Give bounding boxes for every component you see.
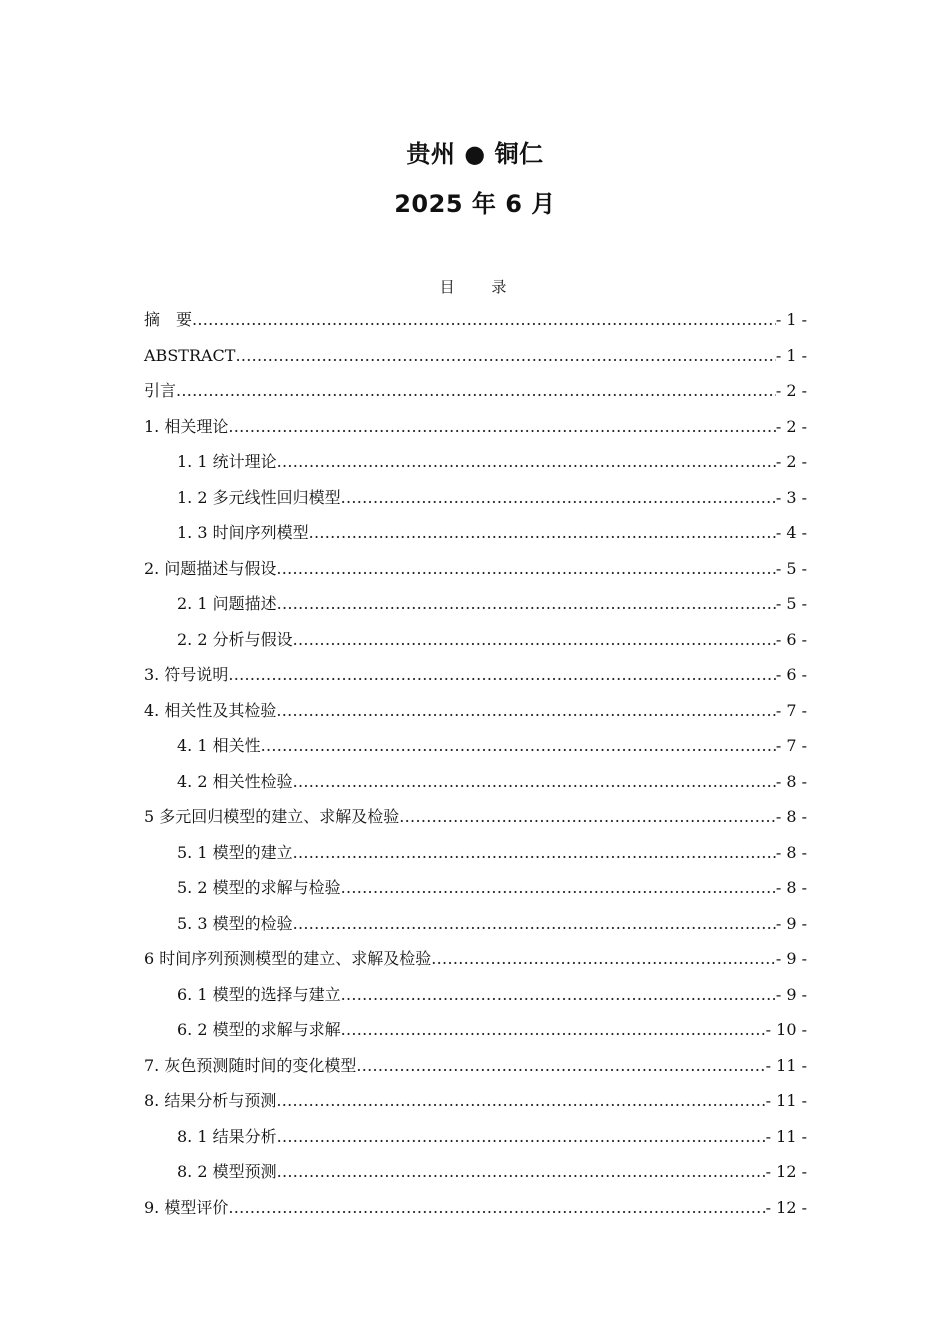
toc-entry-page-number: - 12 - [765,1197,807,1217]
toc-entry-label: 9. 模型评价 [144,1197,229,1217]
toc-entry-page-number: - 6 - [775,629,807,649]
toc-entry-label: 1. 1 统计理论 [177,452,277,471]
toc-entry[interactable] [144,338,807,374]
toc-leader-dots [276,693,775,729]
toc-entry-label: 7. 灰色预测随时间的变化模型 [144,1055,357,1075]
toc-entry[interactable] [144,551,807,587]
toc-entry-page-number: - 10 - [765,1020,807,1039]
toc-entry-page-number: - 9 - [775,984,807,1004]
toc-entry-page-number: - 3 - [775,487,807,507]
toc-entry-label: 2. 1 问题描述 [177,594,277,613]
toc-leader-dots [356,1048,765,1084]
toc-leader-dots [293,764,776,800]
toc-leader-dots [276,1083,765,1119]
toc-entry-label: 5 多元回归模型的建立、求解及检验 [144,807,400,826]
toc-entry[interactable] [144,728,807,764]
toc-entry[interactable] [144,799,807,835]
header-date: 2025 年 6 月 [394,190,556,218]
toc-entry-page-number: - 11 - [765,1091,807,1110]
toc-leader-dots [228,409,775,445]
toc-entry[interactable] [144,693,807,729]
toc-entry-label: 4. 2 相关性检验 [177,771,293,791]
toc-leader-dots [341,1012,766,1048]
toc-entry-label: 4. 1 相关性 [177,736,261,755]
toc-entry-label: 8. 2 模型预测 [177,1162,277,1181]
toc-entry-page-number: - 2 - [775,416,807,436]
toc-leader-dots [277,1154,766,1190]
toc-entry-label: 5. 1 模型的建立 [177,842,293,862]
toc-entry-page-number: - 1 - [775,310,807,329]
toc-entry[interactable] [144,480,807,516]
toc-leader-dots [235,338,775,374]
toc-entry-page-number: - 8 - [775,807,807,826]
toc-leader-dots [293,622,776,658]
toc-entry[interactable] [144,409,807,445]
toc-entry-label: 8. 1 结果分析 [177,1126,277,1146]
toc-entry-label: 8. 结果分析与预测 [144,1091,277,1110]
toc-entry[interactable] [144,1154,807,1190]
toc-entry-page-number: - 4 - [775,523,807,542]
toc-entry-label: 引言 [144,381,177,400]
toc-entry-label: ABSTRACT [144,345,236,365]
toc-entry-page-number: - 5 - [775,558,807,578]
toc-entry-label: 3. 符号说明 [144,665,229,684]
toc-entry[interactable] [144,906,807,942]
toc-entry-label: 摘 要 [144,310,193,329]
toc-leader-dots [341,977,776,1013]
toc-leader-dots [277,586,776,622]
toc-entry[interactable] [144,373,807,409]
toc-entry[interactable] [144,941,807,977]
toc-entry-page-number: - 7 - [775,736,807,755]
toc-entry-page-number: - 8 - [775,842,807,862]
toc-entry[interactable] [144,622,807,658]
toc-entry[interactable] [144,444,807,480]
toc-entry[interactable] [144,1190,807,1226]
toc-leader-dots [261,728,776,764]
toc-entry[interactable] [144,1048,807,1084]
toc-leader-dots [192,302,776,338]
toc-entry[interactable] [144,870,807,906]
toc-leader-dots [228,657,775,693]
toc-entry-page-number: - 12 - [765,1162,807,1181]
toc-leader-dots [293,906,776,942]
toc-entry-page-number: - 2 - [775,381,807,400]
toc-leader-dots [276,551,775,587]
toc-entry-page-number: - 7 - [775,700,807,720]
toc-leader-dots [293,835,776,871]
toc-entry-page-number: - 6 - [775,665,807,684]
toc-entry-label: 6. 2 模型的求解与求解 [177,1020,341,1039]
toc-entry[interactable] [144,1119,807,1155]
toc-entry[interactable] [144,302,807,338]
toc-entry-label: 6 时间序列预测模型的建立、求解及检验 [144,949,432,968]
toc-entry-label: 6. 1 模型的选择与建立 [177,984,341,1004]
toc-entry-label: 5. 3 模型的检验 [177,913,293,933]
toc-entry-page-number: - 5 - [775,594,807,613]
toc-entry-label: 1. 相关理论 [144,416,229,436]
toc-entry-page-number: - 11 - [765,1126,807,1146]
toc-leader-dots [341,870,776,906]
header-place: 贵州 ● 铜仁 [406,140,544,168]
toc-entry[interactable] [144,657,807,693]
toc-leader-dots [176,373,776,409]
toc-entry[interactable] [144,1012,807,1048]
toc-leader-dots [431,941,776,977]
toc-entry-label: 1. 2 多元线性回归模型 [177,487,341,507]
toc-leader-dots [277,1119,766,1155]
toc-entry[interactable] [144,515,807,551]
toc-entry[interactable] [144,977,807,1013]
toc-entry[interactable] [144,764,807,800]
toc-entry-page-number: - 2 - [775,452,807,471]
toc-leader-dots [228,1190,765,1226]
toc-entry-page-number: - 11 - [765,1055,807,1075]
toc-leader-dots [309,515,776,551]
toc-entry-page-number: - 9 - [775,949,807,968]
toc-entry-page-number: - 8 - [775,878,807,897]
toc-entry-page-number: - 1 - [775,345,807,365]
toc-entry-page-number: - 9 - [775,913,807,933]
toc-leader-dots [277,444,776,480]
toc-leader-dots [399,799,776,835]
toc-entry-label: 2. 问题描述与假设 [144,558,277,578]
toc-leader-dots [341,480,776,516]
table-of-contents [144,302,807,1225]
toc-entry-label: 1. 3 时间序列模型 [177,523,309,542]
toc-entry[interactable] [144,835,807,871]
toc-entry-label: 5. 2 模型的求解与检验 [177,878,341,897]
toc-entry-label: 2. 2 分析与假设 [177,629,293,649]
toc-entry-label: 4. 相关性及其检验 [144,700,277,720]
toc-entry[interactable] [144,1083,807,1119]
toc-entry[interactable] [144,586,807,622]
toc-title: 目 录 [439,278,523,296]
toc-entry-page-number: - 8 - [775,771,807,791]
